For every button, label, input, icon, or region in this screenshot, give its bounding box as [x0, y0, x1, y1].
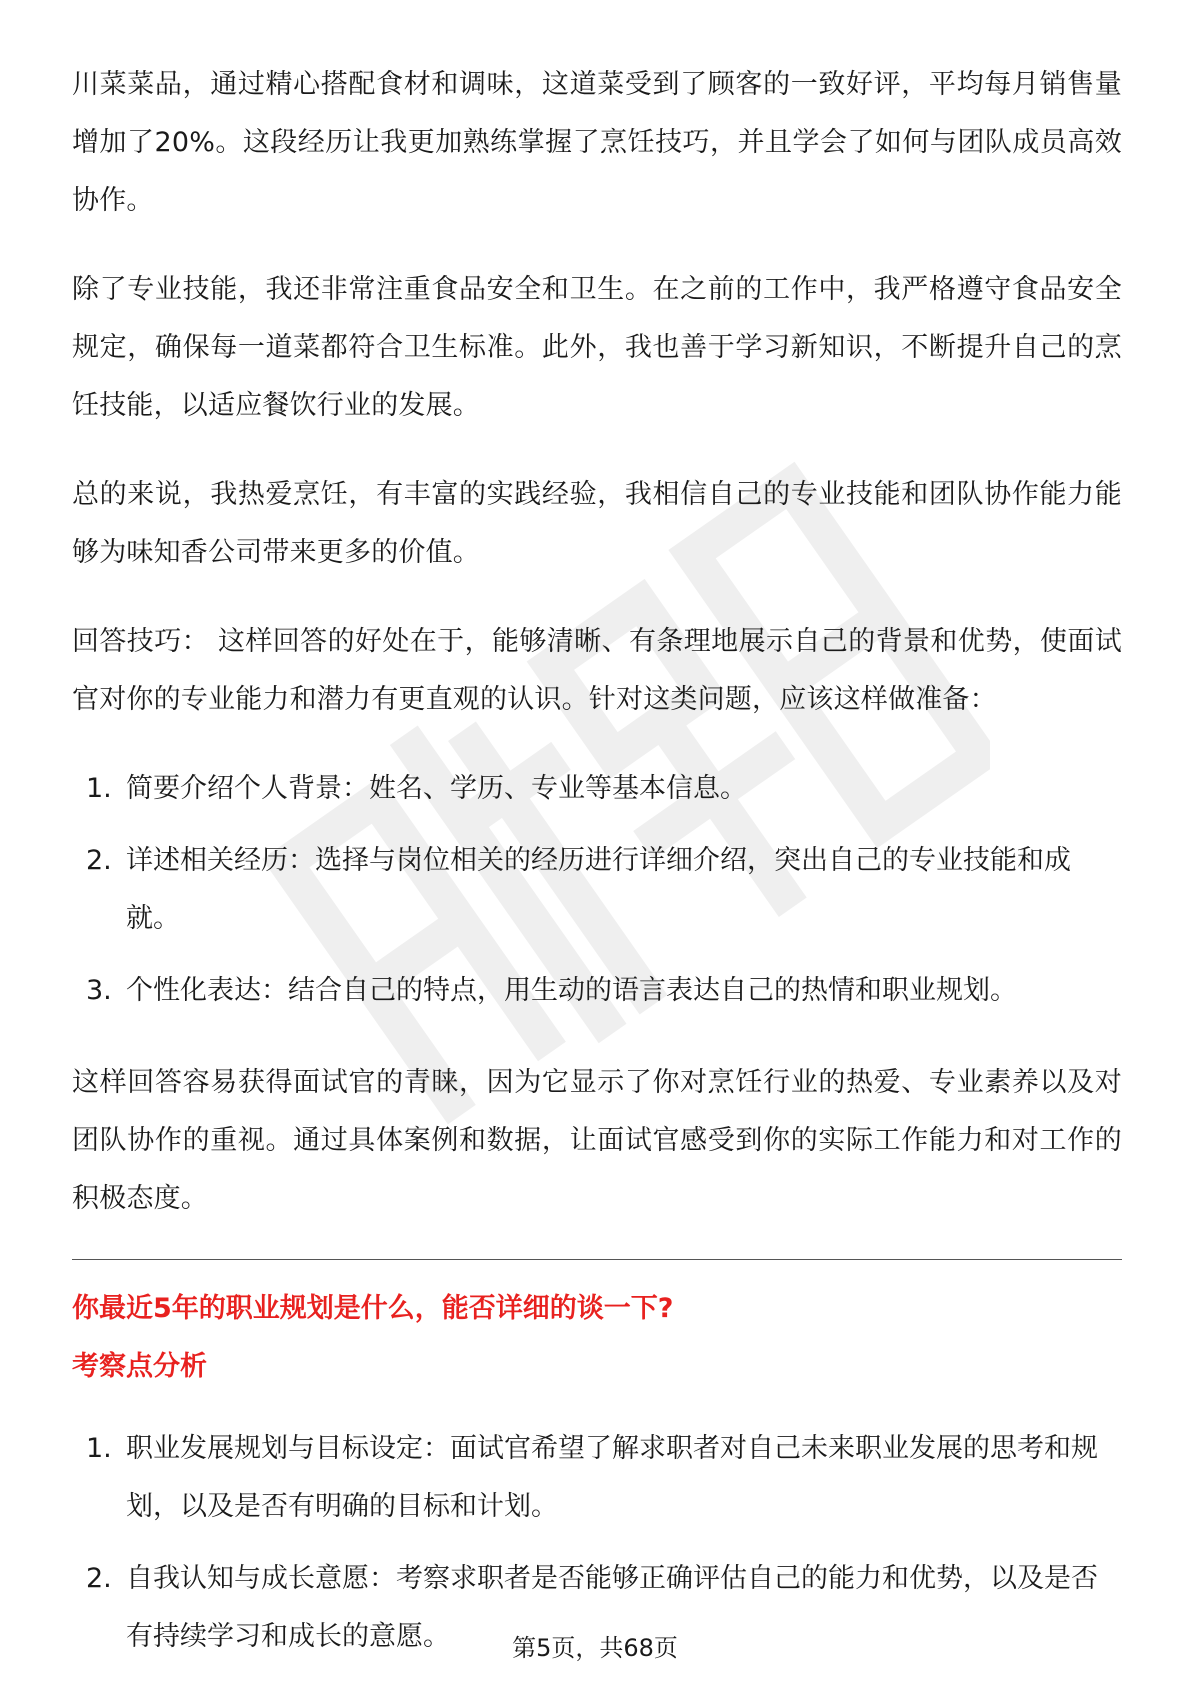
list-item-text: 简要介绍个人背景：姓名、学历、专业等基本信息。 — [126, 773, 747, 804]
list-item-text: 自我认知与成长意愿：考察求职者是否能够正确评估自己的能力和优势，以及是否有持续学习和成长的意愿。 — [126, 1563, 1098, 1652]
paragraph-food-safety: 除了专业技能，我还非常注重食品安全和卫生。在之前的工作中，我严格遵守食品安全规定，确保每一道菜都符合卫生标准。此外，我也善于学习新知识，不断提升自己的烹饪技能，以适应餐饮行业的发展。 — [72, 274, 1122, 421]
list-item — [72, 760, 1122, 818]
page-number-footer: 第5页，共68页 — [512, 1634, 678, 1662]
list-number: 1. — [86, 773, 112, 804]
list-item — [72, 832, 1122, 948]
tips-list — [72, 760, 1122, 1020]
analysis-heading: 考察点分析 — [72, 1351, 207, 1382]
paragraph-summary: 总的来说，我热爱烹饪，有丰富的实践经验，我相信自己的专业技能和团队协作能力能够为味知香公司带来更多的价值。 — [72, 479, 1122, 568]
list-item — [72, 1420, 1122, 1536]
list-item-text: 个性化表达：结合自己的特点，用生动的语言表达自己的热情和职业规划。 — [126, 975, 1017, 1006]
paragraph-answer-tips: 回答技巧： 这样回答的好处在于，能够清晰、有条理地展示自己的背景和优势，使面试官对你的专业能力和潜力有更直观的认识。针对这类问题，应该这样做准备： — [72, 626, 1122, 715]
list-number: 1. — [86, 1433, 112, 1464]
question-heading: 你最近5年的职业规划是什么，能否详细的谈一下? — [72, 1293, 674, 1324]
section-divider — [72, 1259, 1122, 1260]
paragraph-experience: 川菜菜品，通过精心搭配食材和调味，这道菜受到了顾客的一致好评，平均每月销售量增加了20%。这段经历让我更加熟练掌握了烹饪技巧，并且学会了如何与团队成员高效协作。 — [72, 69, 1122, 216]
document-body — [72, 56, 1122, 1700]
paragraph-closing: 这样回答容易获得面试官的青睐，因为它显示了你对烹饪行业的热爱、专业素养以及对团队协作的重视。通过具体案例和数据，让面试官感受到你的实际工作能力和对工作的积极态度。 — [72, 1067, 1122, 1214]
list-item-text: 详述相关经历：选择与岗位相关的经历进行详细介绍，突出自己的专业技能和成就。 — [126, 845, 1071, 934]
analysis-list — [72, 1420, 1122, 1666]
list-number: 2. — [86, 845, 112, 876]
list-number: 3. — [86, 975, 112, 1006]
list-number: 2. — [86, 1563, 112, 1594]
list-item-text: 职业发展规划与目标设定：面试官希望了解求职者对自己未来职业发展的思考和规划，以及是否有明确的目标和计划。 — [126, 1433, 1098, 1522]
list-item — [72, 962, 1122, 1020]
